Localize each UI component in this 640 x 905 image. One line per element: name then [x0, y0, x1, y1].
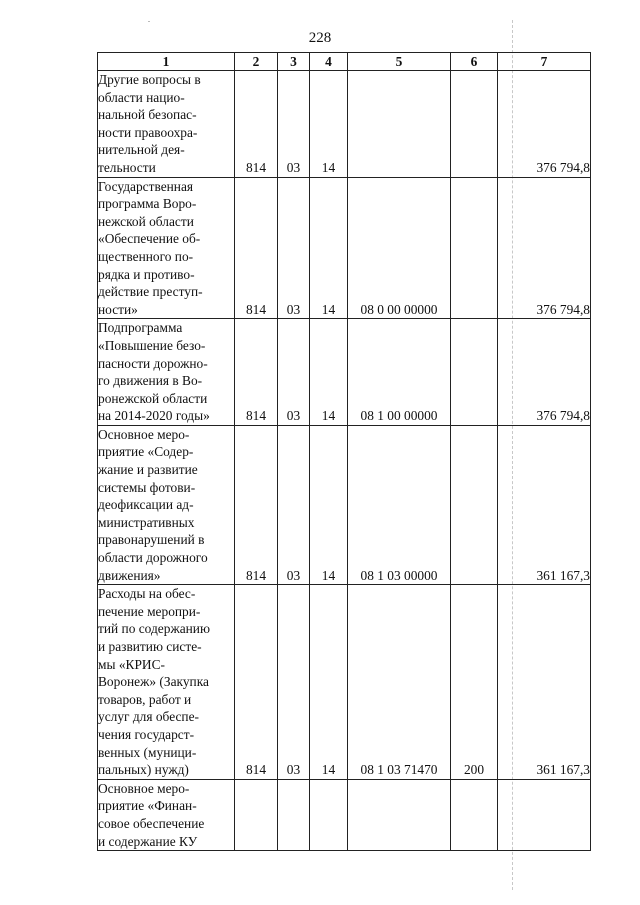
table-row [98, 779, 591, 850]
column-header: 7 [498, 53, 591, 71]
expense-type-cell [451, 71, 498, 178]
table-row [98, 177, 591, 319]
row-name-line: пасности дорожно- [98, 355, 208, 371]
expense-type-cell: 200 [451, 585, 498, 780]
row-name-cell [98, 319, 235, 426]
row-name-line: области дорожного [98, 550, 208, 566]
target-article-cell: 08 1 03 71470 [348, 585, 451, 780]
row-name-line: Основное меро- [98, 426, 190, 442]
section-code-cell: 03 [278, 71, 310, 178]
row-name-line: «Повышение безо- [98, 337, 206, 353]
row-name-line: и содержание КУ [98, 833, 198, 849]
target-article-cell: 08 1 03 00000 [348, 425, 451, 584]
row-name-cell [98, 779, 235, 850]
row-name-line: министративных [98, 514, 195, 530]
row-name-line: ронежской области [98, 390, 208, 406]
amount-cell: 376 794,8 [498, 177, 591, 319]
row-name-line: Основное меро- [98, 780, 190, 796]
section-code-cell [278, 779, 310, 850]
column-header: 2 [235, 53, 278, 71]
row-name-line: нежской области [98, 213, 194, 229]
expense-type-cell [451, 425, 498, 584]
ministry-code-cell: 814 [235, 425, 278, 584]
row-name-cell [98, 425, 235, 584]
row-name-line: движения» [98, 567, 161, 583]
target-article-cell: 08 0 00 00000 [348, 177, 451, 319]
row-name-line: Подпрограмма [98, 320, 183, 336]
subsection-code-cell: 14 [310, 425, 348, 584]
row-name-line: приятие «Финан- [98, 798, 197, 814]
row-name-line: мы «КРИС- [98, 656, 165, 672]
budget-table [97, 52, 591, 851]
column-header: 3 [278, 53, 310, 71]
section-code-cell: 03 [278, 319, 310, 426]
subsection-code-cell: 14 [310, 585, 348, 780]
subsection-code-cell: 14 [310, 71, 348, 178]
row-name-line: деофиксации ад- [98, 497, 194, 513]
amount-cell: 361 167,3 [498, 425, 591, 584]
section-code-cell: 03 [278, 177, 310, 319]
section-code-cell: 03 [278, 425, 310, 584]
subsection-code-cell: 14 [310, 319, 348, 426]
row-name-line: «Обеспечение об- [98, 231, 201, 247]
ministry-code-cell [235, 779, 278, 850]
table-row [98, 319, 591, 426]
row-name-line: правонарушений в [98, 532, 205, 548]
row-name-line: жание и развитие [98, 462, 198, 478]
column-header: 4 [310, 53, 348, 71]
row-name-line: системы фотови- [98, 479, 196, 495]
row-name-line: Воронеж» (Закупка [98, 674, 209, 690]
row-name-line: печение меропри- [98, 603, 201, 619]
row-name-line: товаров, работ и [98, 691, 192, 707]
table-row [98, 425, 591, 584]
row-name-line: Расходы на обес- [98, 586, 196, 602]
row-name-line: нальной безопас- [98, 107, 197, 123]
amount-cell: 376 794,8 [498, 319, 591, 426]
scan-speck [148, 21, 150, 22]
row-name-cell [98, 71, 235, 178]
ministry-code-cell: 814 [235, 319, 278, 426]
amount-cell: 361 167,3 [498, 585, 591, 780]
row-name-line: рядка и противо- [98, 266, 195, 282]
target-article-cell [348, 779, 451, 850]
amount-cell: 376 794,8 [498, 71, 591, 178]
amount-cell [498, 779, 591, 850]
section-code-cell: 03 [278, 585, 310, 780]
row-name-line: услуг для обеспе- [98, 709, 199, 725]
row-name-line: пальных) нужд) [98, 762, 189, 778]
row-name-line: тий по содержанию [98, 621, 210, 637]
table-row [98, 585, 591, 780]
column-header: 5 [348, 53, 451, 71]
row-name-cell [98, 177, 235, 319]
row-name-line: го движения в Во- [98, 373, 203, 389]
row-name-line: и развитию систе- [98, 639, 202, 654]
row-name-line: Государственная [98, 178, 194, 194]
expense-type-cell [451, 319, 498, 426]
row-name-line: Другие вопросы в [98, 72, 201, 87]
row-name-line: чения государст- [98, 726, 195, 742]
row-name-line: ности правоохра- [98, 124, 198, 140]
column-header: 1 [98, 53, 235, 71]
row-name-line: программа Воро- [98, 196, 197, 212]
ministry-code-cell: 814 [235, 585, 278, 780]
target-article-cell [348, 71, 451, 178]
table-body [98, 71, 591, 851]
row-name-line: на 2014-2020 годы» [98, 408, 210, 424]
table-header-row [98, 53, 591, 71]
ministry-code-cell: 814 [235, 177, 278, 319]
row-name-line: действие преступ- [98, 284, 203, 300]
row-name-line: нительной дея- [98, 142, 185, 158]
subsection-code-cell [310, 779, 348, 850]
expense-type-cell [451, 177, 498, 319]
row-name-line: щественного по- [98, 248, 194, 264]
row-name-line: ности» [98, 301, 138, 317]
column-header: 6 [451, 53, 498, 71]
subsection-code-cell: 14 [310, 177, 348, 319]
row-name-line: совое обеспечение [98, 815, 205, 831]
row-name-line: приятие «Содер- [98, 444, 194, 460]
page-number: 228 [308, 30, 332, 46]
row-name-cell [98, 585, 235, 780]
row-name-line: венных (муници- [98, 744, 197, 760]
table-row [98, 71, 591, 178]
ministry-code-cell: 814 [235, 71, 278, 178]
row-name-line: тельности [98, 159, 156, 175]
target-article-cell: 08 1 00 00000 [348, 319, 451, 426]
expense-type-cell [451, 779, 498, 850]
row-name-line: области нацио- [98, 89, 185, 105]
